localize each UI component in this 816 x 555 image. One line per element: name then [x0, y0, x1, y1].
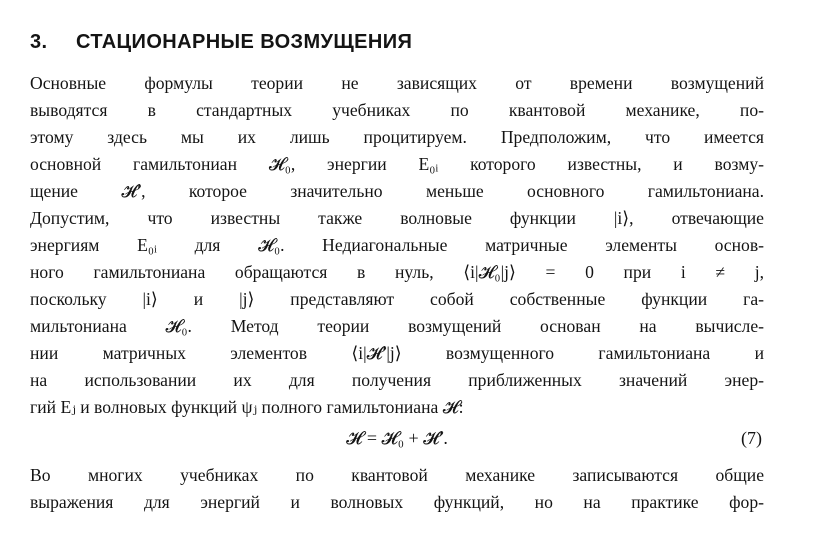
paragraph-line: Допустим, что известны также волновые функции |i⟩, отвечающие — [30, 208, 764, 228]
paragraph-line: Во многих учебниках по квантовой механике записываются общие — [30, 465, 764, 485]
paragraph-line: этому здесь мы их лишь процитируем. Предположим, что имеется — [30, 127, 764, 147]
section-title: СТАЦИОНАРНЫЕ ВОЗМУЩЕНИЯ — [76, 31, 413, 53]
display-equation — [30, 424, 764, 452]
section-number: 3. — [30, 31, 48, 53]
paragraph-line: щение 𝓗′, которое значительно меньше основного гамильтониана. — [30, 181, 764, 201]
paragraph-line: выводятся в стандартных учебниках по квантовой механике, по- — [30, 100, 764, 120]
equation-number: (7) — [741, 428, 762, 448]
equation-expression: 𝓗 = 𝓗₀ + 𝓗′. — [346, 428, 448, 448]
section-heading — [30, 22, 412, 62]
paragraph-line: на использовании их для получения приближенных значений энер- — [30, 370, 764, 390]
paragraph-line: выражения для энергий и волновых функций, но на практике фор- — [30, 492, 764, 512]
paragraph-line: основной гамильтониан 𝓗₀, энергии E₀ᵢ которого известны, и возму- — [30, 154, 764, 174]
paragraph-line: нии матричных элементов ⟨i|𝓗′|j⟩ возмущенного гамильтониана и — [30, 343, 764, 363]
paragraph-line: ного гамильтониана обращаются в нуль, ⟨i|𝓗₀|j⟩ = 0 при i ≠ j, — [30, 262, 764, 282]
paragraph-line: поскольку |i⟩ и |j⟩ представляют собой собственные функции га- — [30, 289, 764, 309]
paragraph-line: мильтониана 𝓗₀. Метод теории возмущений основан на вычисле- — [30, 316, 764, 336]
paragraph-line: Основные формулы теории не зависящих от времени возмущений — [30, 73, 764, 93]
paragraph-line: энергиям E₀ᵢ для 𝓗₀. Недиагональные матричные элементы основ- — [30, 235, 764, 255]
paragraph-line: гий Eⱼ и волновых функций ψⱼ полного гамильтониана 𝓗: — [30, 397, 464, 417]
